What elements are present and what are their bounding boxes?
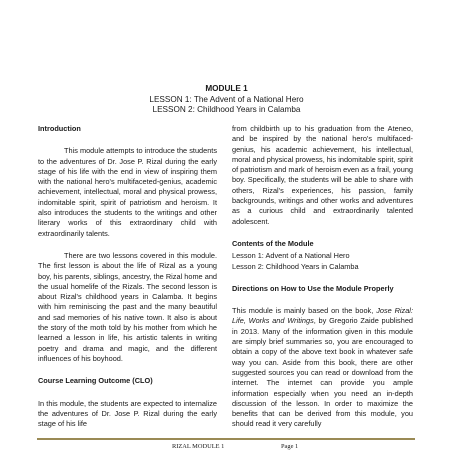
directions-text-a: This module is mainly based on the book, <box>232 306 377 316</box>
introduction-heading: Introduction <box>38 124 81 133</box>
module-header <box>0 84 453 116</box>
right-column <box>232 124 413 430</box>
directions-paragraph <box>232 306 413 430</box>
footer-page-number: Page 1 <box>281 443 299 450</box>
book-title: Jose Rizal: Life, Works and Writings <box>232 306 413 326</box>
lesson-1-title: LESSON 1: The Advent of a National Hero <box>149 94 304 104</box>
contents-list <box>232 251 413 272</box>
directions-text-b: , by Gregorio Zaide published in 2013. Many of the information given in this module are simply brief summaries so, you are encouraged to obtain a copy of the above text book in whatever safe way you can. Aside from this book, there are other suggested sources you can read or download from the internet. The internet can provide you ample information especially when you need an in-depth discussion of the lesson. In order to maximize the benefits that can be derived from this module, you should read it very carefully <box>232 316 413 429</box>
module-title: MODULE 1 <box>205 84 248 93</box>
contents-item-lesson-2: Lesson 2: Childhood Years in Calamba <box>232 261 359 271</box>
clo-heading: Course Learning Outcome (CLO) <box>38 376 153 386</box>
directions-heading: Directions on How to Use the Module Properly <box>232 283 394 293</box>
contents-item-lesson-1: Lesson 1: Advent of a National Hero <box>232 251 350 261</box>
clo-paragraph-continued: from childbirth up to his graduation from the Ateneo, and be inspired by the national hero's multifaced-genius, his academic achievement, his intellectual, moral and physical prowess, his indomitable spirit, spirit of patriotism and mark of heroism even as a frail, young boy. Specifically, the students will be able to share with others, Rizal's experiences, his passion, family backgrounds, writings and other works and adventures as a curious child and extraordinarily talented adolescent. <box>232 124 413 226</box>
left-column <box>38 124 217 429</box>
footer-module-label: RIZAL MODULE 1 <box>172 443 225 450</box>
contents-heading: Contents of the Module <box>232 238 314 248</box>
introduction-paragraph-1: This module attempts to introduce the students to the adventures of Dr. Jose P. Rizal during the early stage of his life with the end in view of inspiring them with the national hero's multifaceted-genius, academic achievement, intellectual, moral and physical prowess, indomitable spirit, spirit of patriotism and heroism. It also introduces the students to the writings and other literary works of this extraordinary child with extraordinarily talents. <box>38 146 217 238</box>
footer-rule <box>37 438 415 440</box>
introduction-paragraph-2: There are two lessons covered in this module. The first lesson is about the life of Rizal as a young boy, his parents, siblings, ancestry, the Rizal home and the usual homelife of the Rizals. The second lesson is about Rizal's childhood years in Calamba. It begins with him reminiscing the past and the many beautiful and sad memories of his native town. It also is about the story of the moth told by his mother from which he learned a lesson in life, his artistic talents in writing poetry and drama and magic, and the different influences of his boyhood. <box>38 250 217 363</box>
lesson-2-title: LESSON 2: Childhood Years in Calamba <box>152 105 301 115</box>
clo-paragraph: In this module, the students are expected to internalize the adventures of Dr. Jose P. Rizal during the early stage of his life <box>38 398 217 429</box>
